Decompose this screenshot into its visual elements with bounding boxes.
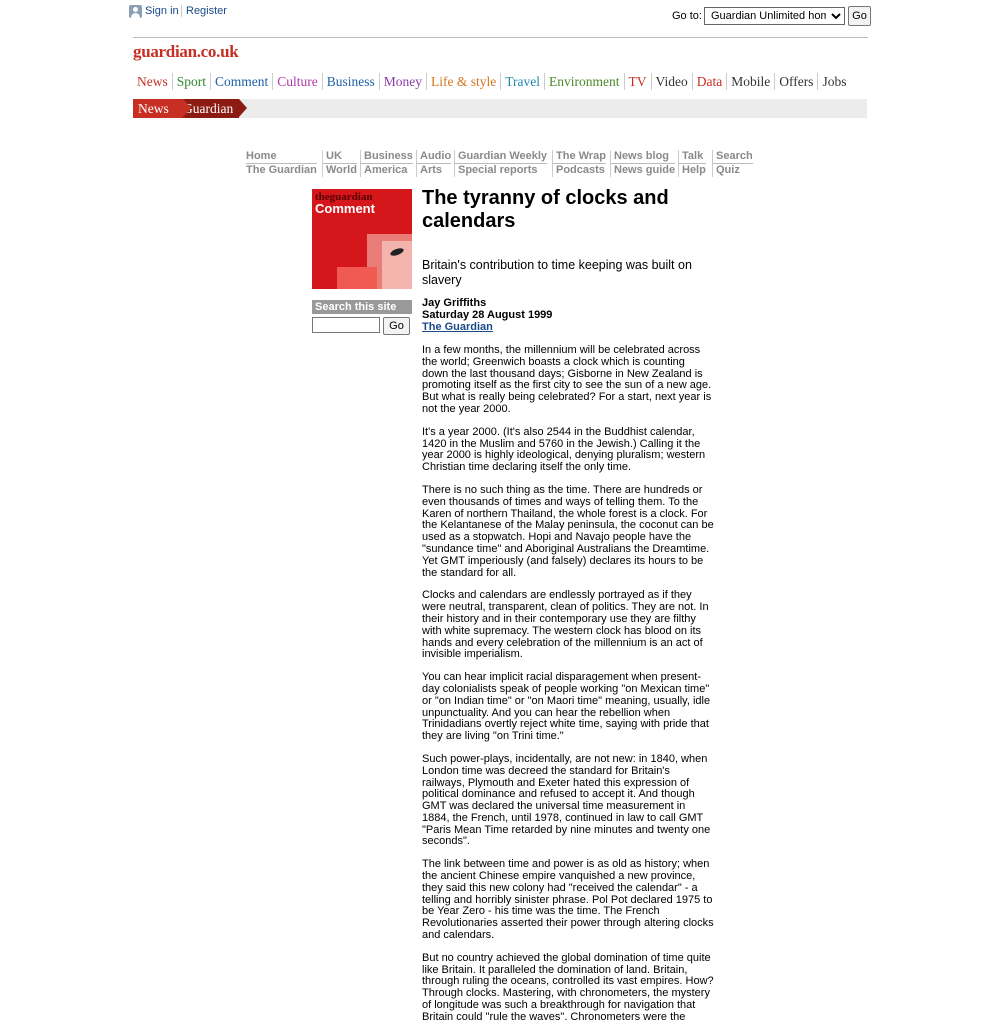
- subnav-column: [678, 150, 706, 177]
- sign-in-link[interactable]: Sign in: [145, 5, 179, 17]
- subnav-column: [552, 150, 606, 177]
- article-paragraph: Clocks and calendars are endlessly portrayed as if they were neutral, transparent, clean of politics. They are not. In their history and in their contemporary use they are filthy with white supremacy. The western clock has blood on its hands and every celebration of the millennium is an act of invisible imperialism.: [422, 589, 709, 661]
- subnav-column: [322, 150, 357, 177]
- breadcrumb: [133, 99, 867, 118]
- subnav-column: [246, 150, 317, 177]
- article-paragraph: But no country achieved the global domination of time quite like Britain. It paralleled the domination of land. Britain, through ruling the oceans, controlled its vast empires. How? Through clocks. Mastering, with chronometers, the mystery of longitude was such a breakthrough for navigation that Britain could "rule the waves". Chronometers were the: [422, 951, 714, 1023]
- top-utility-bar: [129, 4, 869, 28]
- subnav-link-audio[interactable]: Audio: [416, 150, 451, 164]
- nav-item-comment[interactable]: Comment: [210, 73, 272, 90]
- subnav-link-help[interactable]: Help: [678, 164, 706, 177]
- goto-select[interactable]: [704, 7, 845, 25]
- article-paragraph: Such power-plays, incidentally, are not new: in 1840, when London time was decreed the standard for Britain's railways, Plymouth and Exeter hated this expression of political dominance and refused to accept it. And though GMT was declared the universal time measurement in 1884, the French, until 1978, continued in law to call GMT "Paris Mean Time retarded by nine minutes and twenty one seconds".: [422, 752, 711, 848]
- article-paragraph: There is no such thing as the time. There are hundreds or even thousands of times and ways of telling them. To the Karen of northern Thailand, the whole forest is a clock. For the Kelantanese of the Malay peninsula, the coconut can be used as a stopwatch. Hopi and Navajo people have the "sundance time" and Aboriginal Australians the Dreamtime. Yet GMT imperiously (and falsely) declares its hours to be the standard for all.: [422, 483, 714, 579]
- image-block: [337, 267, 377, 289]
- nav-item-mobile[interactable]: Mobile: [726, 73, 774, 90]
- article-paragraph: You can hear implicit racial disparagement when present-day colonialists speak of people working "on Mexican time" or "on Indian time" or "on Maori time" meaning, usually, idle unpunctuality. And you can hear the rebellion when Trinidadians overtly reject white time, saying with pride that they are living "on Trini time.": [422, 671, 711, 743]
- image-section-label: Comment: [315, 201, 375, 216]
- subnav-link-america[interactable]: America: [360, 164, 413, 177]
- article-paragraph: In a few months, the millennium will be celebrated across the world; Greenwich boasts a clock which is counting down the last thousand days; Gisborne in New Zealand is promoting itself as the first city to see the sun of a new age. But what is really being celebrated? For a start, next year is not the year 2000.: [422, 344, 712, 415]
- search-label: Search this site: [312, 300, 412, 314]
- goto-go-button[interactable]: Go: [848, 6, 871, 26]
- nav-item-business[interactable]: Business: [322, 73, 379, 90]
- nav-item-news[interactable]: News: [137, 74, 168, 89]
- search-go-button[interactable]: Go: [383, 317, 410, 335]
- main-nav: [133, 73, 850, 90]
- subnav-link-news-guide[interactable]: News guide: [610, 164, 675, 177]
- site-logo[interactable]: guardian.co.uk: [133, 42, 239, 61]
- subnav-link-the-wrap[interactable]: The Wrap: [552, 150, 606, 164]
- author-name: Jay Griffiths: [422, 297, 487, 309]
- nav-item-tv[interactable]: TV: [624, 73, 651, 90]
- subnav-column: [610, 150, 675, 177]
- nav-item-environment[interactable]: Environment: [544, 73, 624, 90]
- byline: [422, 297, 552, 333]
- register-link[interactable]: Register: [186, 5, 227, 17]
- article-paragraph: It's a year 2000. (It's also 2544 in the Buddhist calendar, 1420 in the Muslim and 5760 in the Jewish.) Calling it the year 2000 is highly ideological, denying pluralism; western Christian time declaring itself the only time.: [422, 425, 706, 474]
- goto-label: Go to:: [672, 10, 702, 22]
- subnav-link-world[interactable]: World: [322, 164, 357, 177]
- article-paragraph: The link between time and power is as old as history; when the ancient Chinese empire vanquished a new province, they said this new colony had "received the calendar" - a telling and horribly sinister phrase. Pol Pot declared 1975 to be Year Zero - his time was the time. The French Revolutionaries asserted their power through altering clocks and calendars.: [422, 858, 714, 942]
- article-body: [422, 345, 714, 1035]
- subnav-column: [416, 150, 451, 177]
- search-input[interactable]: [312, 317, 380, 333]
- publication-link[interactable]: The Guardian: [422, 321, 493, 333]
- nav-item-data[interactable]: Data: [692, 73, 726, 90]
- subnav-link-podcasts[interactable]: Podcasts: [552, 164, 606, 177]
- subnav-link-quiz[interactable]: Quiz: [712, 164, 753, 177]
- subnav-link-news-blog[interactable]: News blog: [610, 150, 675, 164]
- comment-section-image: [312, 189, 412, 289]
- subnav-column: [454, 150, 547, 177]
- nav-item-video[interactable]: Video: [651, 73, 692, 90]
- breadcrumb-news[interactable]: News: [133, 99, 183, 118]
- subnav-column: [712, 150, 753, 177]
- nav-item-offers[interactable]: Offers: [774, 73, 817, 90]
- divider: [181, 5, 182, 17]
- image-brand: theguardian: [315, 191, 373, 203]
- subnav-link-business[interactable]: Business: [360, 150, 413, 164]
- article-standfirst: Britain's contribution to time keeping was built on slavery: [422, 258, 692, 287]
- subnav-link-the-guardian[interactable]: The Guardian: [246, 164, 317, 176]
- publish-date: Saturday 28 August 1999: [422, 309, 553, 321]
- nav-item-money[interactable]: Money: [379, 73, 426, 90]
- subnav-link-guardian-weekly[interactable]: Guardian Weekly: [454, 150, 547, 164]
- subnav-link-uk[interactable]: UK: [322, 150, 357, 164]
- nav-item-life-style[interactable]: Life & style: [426, 73, 500, 90]
- header-rule: [133, 37, 868, 38]
- subnav-link-talk[interactable]: Talk: [678, 150, 706, 164]
- subnav-link-search[interactable]: Search: [712, 150, 753, 164]
- nav-item-culture[interactable]: Culture: [272, 73, 322, 90]
- subnav-link-home[interactable]: Home: [246, 150, 317, 164]
- user-icon: [129, 5, 142, 18]
- subnav-link-special-reports[interactable]: Special reports: [454, 164, 547, 177]
- breadcrumb-guardian[interactable]: Guardian: [175, 99, 239, 118]
- nav-item-travel[interactable]: Travel: [500, 73, 544, 90]
- article-headline: The tyranny of clocks and calendars: [422, 187, 669, 232]
- subnav-link-arts[interactable]: Arts: [416, 164, 451, 177]
- nav-item-jobs[interactable]: Jobs: [817, 73, 850, 90]
- subnav-column: [360, 150, 413, 177]
- nav-item-sport[interactable]: Sport: [172, 73, 210, 90]
